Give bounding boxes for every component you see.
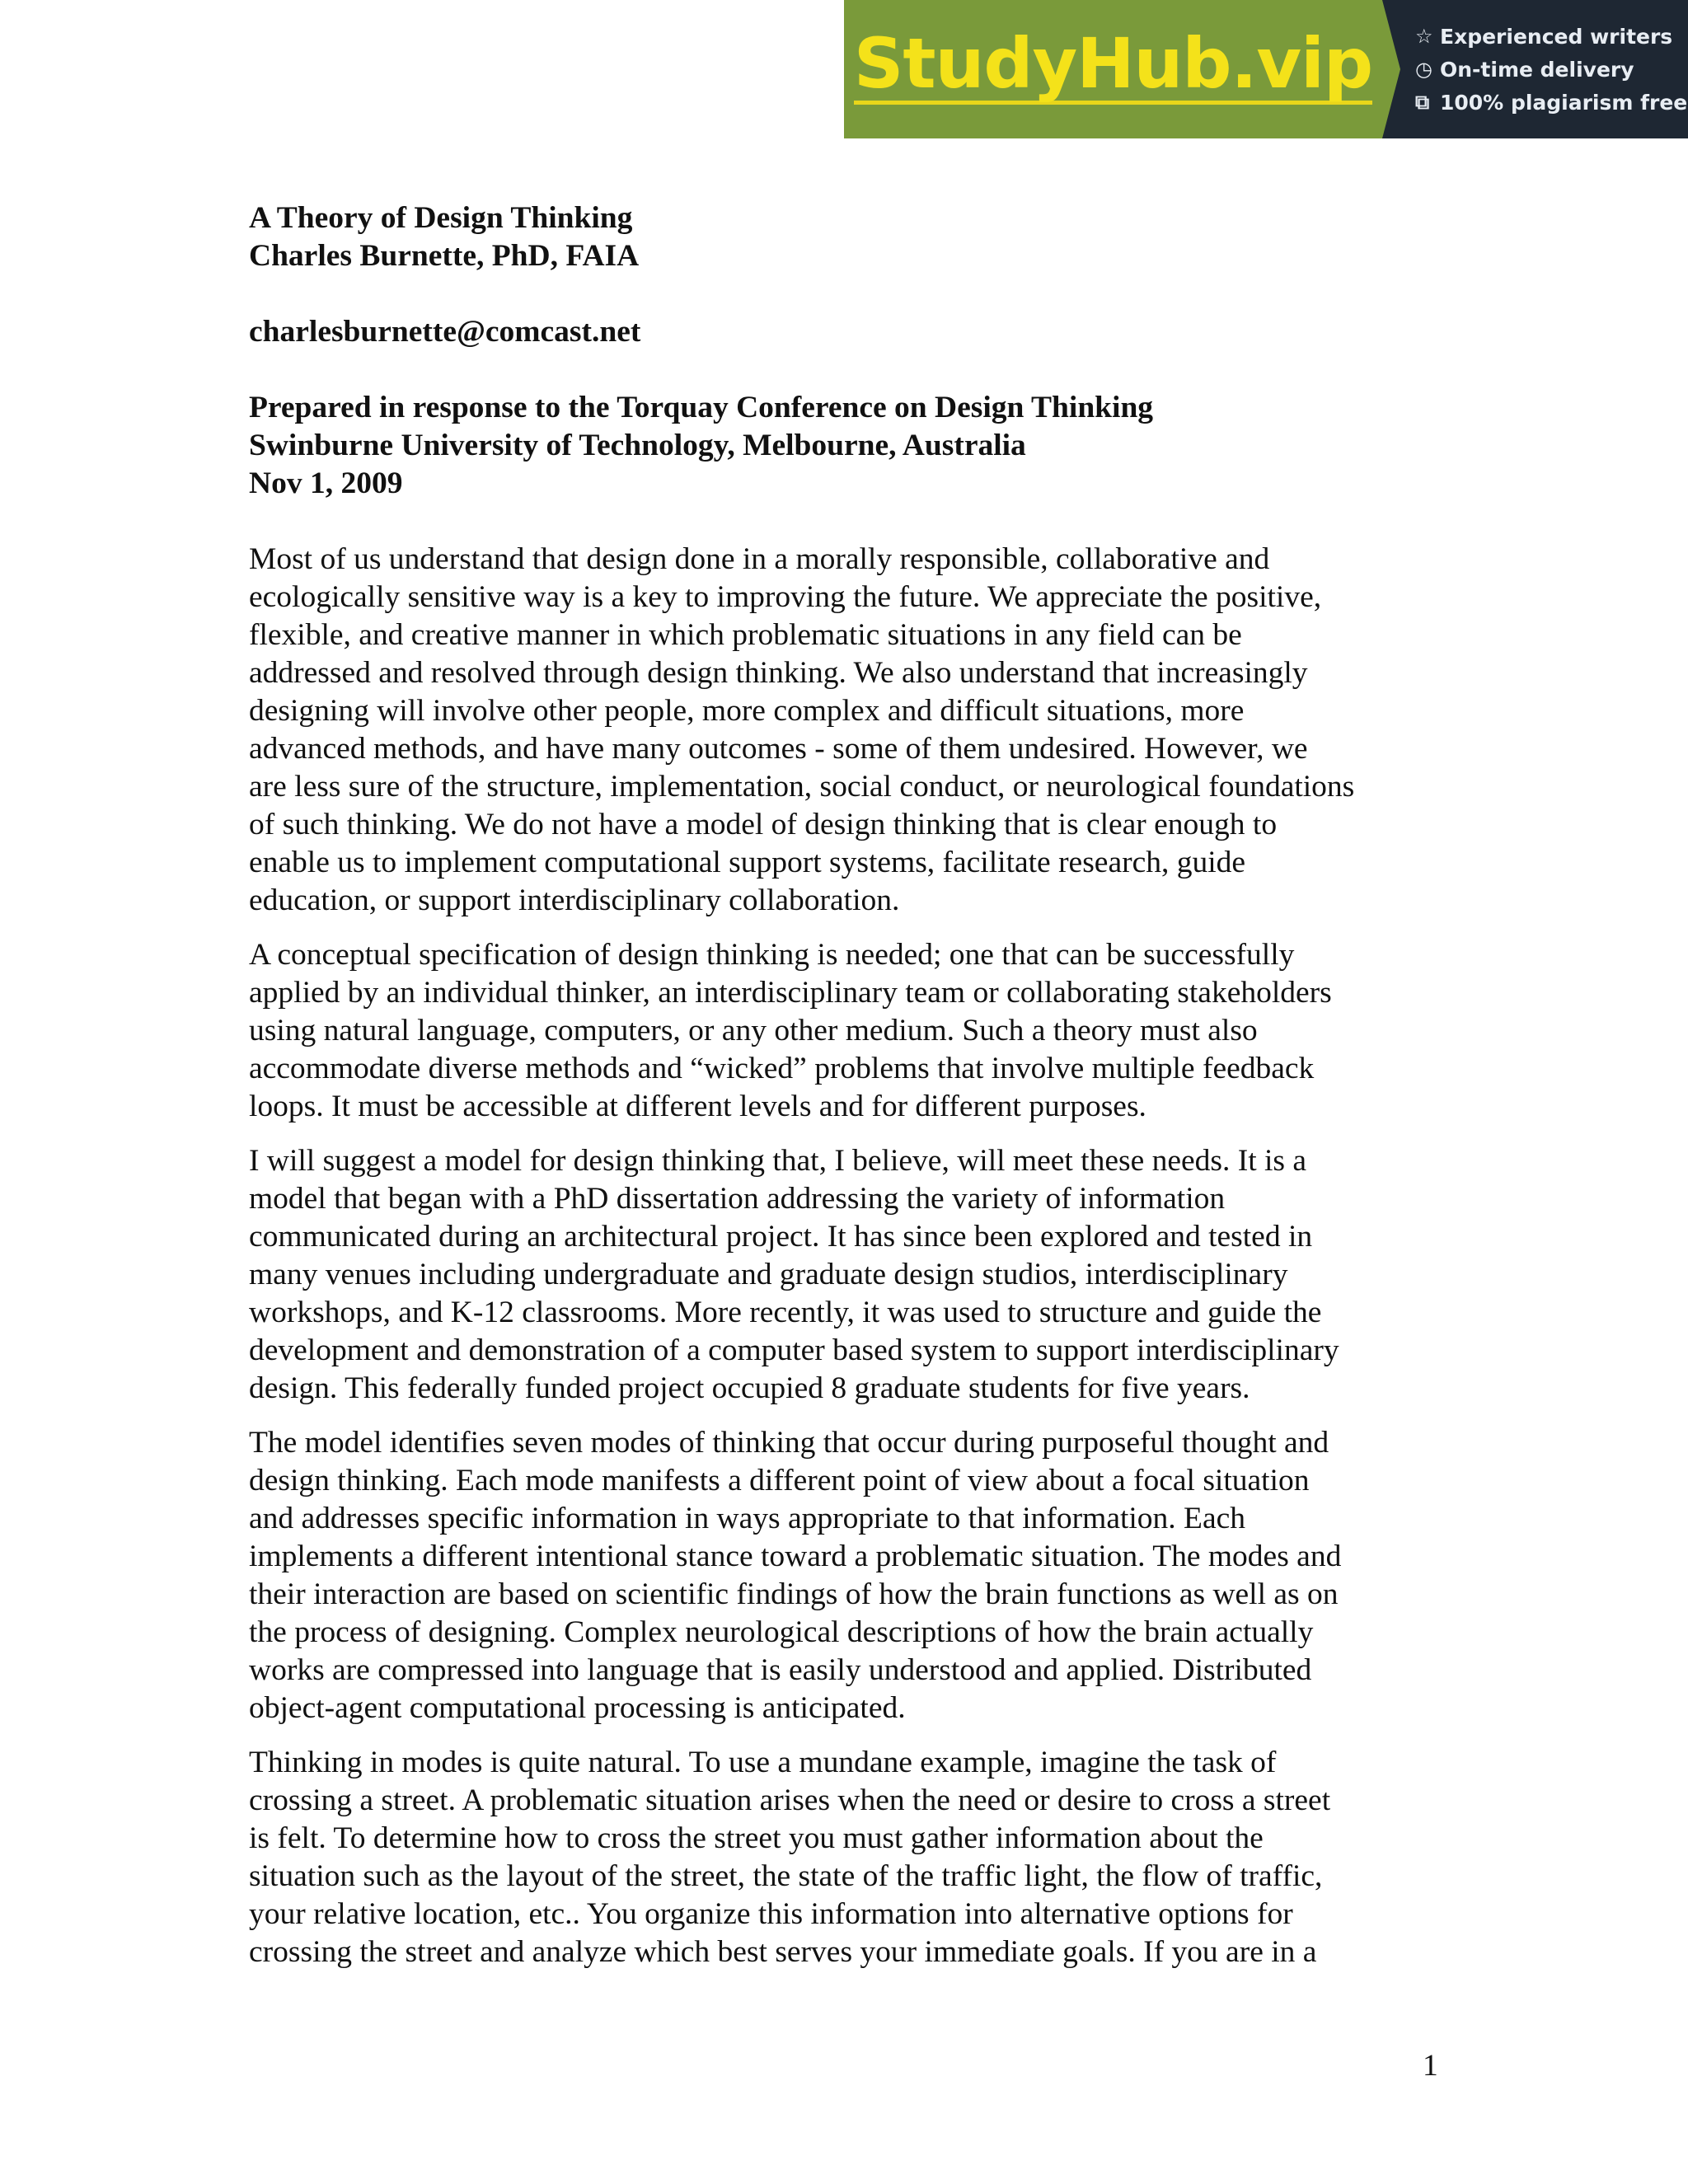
paragraph [249, 1744, 1452, 1971]
text-line: is felt. To determine how to cross the street you must gather information about the [249, 1821, 1264, 1855]
text-line: The model identifies seven modes of thinking that occur during purposeful thought and [249, 1426, 1329, 1460]
text-line: advanced methods, and have many outcomes - some of them undesired. However, we [249, 732, 1308, 766]
text-line: crossing a street. A problematic situation arises when the need or desire to cross a street [249, 1783, 1331, 1817]
text-line: object-agent computational processing is anticipated. [249, 1691, 906, 1725]
paragraph [249, 1424, 1452, 1727]
feature-experienced-writers [1415, 20, 1688, 53]
text-line: ecologically sensitive way is a key to improving the future. We appreciate the positive, [249, 580, 1322, 614]
text-line: design. This federally funded project occupied 8 graduate students for five years. [249, 1371, 1250, 1405]
text-line: the process of designing. Complex neurological descriptions of how the brain actually [249, 1615, 1314, 1649]
text-line: and addresses specific information in ways appropriate to that information. Each [249, 1502, 1245, 1535]
text-line: loops. It must be accessible at different levels and for different purposes. [249, 1090, 1146, 1123]
feature-plagiarism-free [1415, 86, 1688, 119]
text-line: enable us to implement computational support systems, facilitate research, guide [249, 846, 1246, 879]
banner-features [1382, 0, 1688, 138]
page-number: 1 [1423, 2049, 1438, 2083]
document-page [249, 199, 1452, 1988]
text-line: works are compressed into language that is easily understood and applied. Distributed [249, 1653, 1312, 1687]
feature-on-time-delivery [1415, 53, 1688, 86]
author-email: charlesburnette@comcast.net [249, 315, 641, 349]
star-icon: ☆ [1415, 25, 1433, 48]
text-line: I will suggest a model for design thinking that, I believe, will meet these needs. It is a [249, 1144, 1307, 1178]
prepared-block [249, 389, 1452, 503]
studyhub-banner[interactable] [844, 0, 1688, 138]
paragraph [249, 1142, 1452, 1408]
text-line: Most of us understand that design done in a morally responsible, collaborative and [249, 542, 1270, 576]
text-line: A conceptual specification of design thinking is needed; one that can be successfully [249, 938, 1295, 972]
text-line: communicated during an architectural project. It has since been explored and tested in [249, 1220, 1313, 1254]
prepared-date: Nov 1, 2009 [249, 466, 403, 500]
text-line: design thinking. Each mode manifests a different point of view about a focal situation [249, 1464, 1310, 1497]
clock-icon: ◷ [1415, 58, 1432, 81]
feature-label: 100% plagiarism free [1440, 90, 1688, 115]
text-line: development and demonstration of a computer based system to support interdisciplinary [249, 1333, 1339, 1367]
document-author: Charles Burnette, PhD, FAIA [249, 239, 640, 273]
text-line: your relative location, etc.. You organize this information into alternative options for [249, 1897, 1293, 1931]
text-line: flexible, and creative manner in which problematic situations in any field can be [249, 618, 1242, 652]
text-line: are less sure of the structure, implementation, social conduct, or neurological foundations [249, 770, 1355, 804]
text-line: model that began with a PhD dissertation addressing the variety of information [249, 1182, 1226, 1216]
feature-label: On-time delivery [1440, 57, 1634, 82]
document-title: A Theory of Design Thinking [249, 201, 633, 235]
copy-icon: ⧉ [1415, 91, 1430, 114]
document-body [249, 541, 1452, 1971]
text-line: designing will involve other people, more complex and difficult situations, more [249, 694, 1245, 728]
text-line: workshops, and K-12 classrooms. More recently, it was used to structure and guide the [249, 1296, 1322, 1329]
text-line: situation such as the layout of the street, the state of the traffic light, the flow of traffic, [249, 1859, 1323, 1893]
text-line: many venues including undergraduate and graduate design studios, interdisciplinary [249, 1258, 1288, 1291]
text-line: of such thinking. We do not have a model of design thinking that is clear enough to [249, 808, 1278, 841]
text-line: using natural language, computers, or any other medium. Such a theory must also [249, 1014, 1258, 1047]
text-line: applied by an individual thinker, an interdisciplinary team or collaborating stakeholders [249, 976, 1332, 1010]
text-line: addressed and resolved through design thinking. We also understand that increasingly [249, 656, 1308, 690]
text-line: accommodate diverse methods and “wicked” problems that involve multiple feedback [249, 1052, 1315, 1085]
text-line: crossing the street and analyze which best serves your immediate goals. If you are in a [249, 1935, 1317, 1969]
studyhub-logo[interactable] [844, 0, 1382, 138]
studyhub-logo-text: StudyHub.vip [853, 23, 1373, 105]
prepared-line: Swinburne University of Technology, Melbourne, Australia [249, 429, 1026, 462]
paragraph [249, 541, 1452, 920]
text-line: education, or support interdisciplinary collaboration. [249, 883, 900, 917]
feature-label: Experienced writers [1440, 24, 1673, 49]
title-block [249, 199, 1452, 275]
paragraph [249, 936, 1452, 1126]
text-line: implements a different intentional stance toward a problematic situation. The modes and [249, 1540, 1342, 1573]
text-line: their interaction are based on scientific findings of how the brain functions as well as on [249, 1577, 1339, 1611]
text-line: Thinking in modes is quite natural. To use a mundane example, imagine the task of [249, 1746, 1277, 1779]
prepared-line: Prepared in response to the Torquay Conference on Design Thinking [249, 391, 1154, 424]
